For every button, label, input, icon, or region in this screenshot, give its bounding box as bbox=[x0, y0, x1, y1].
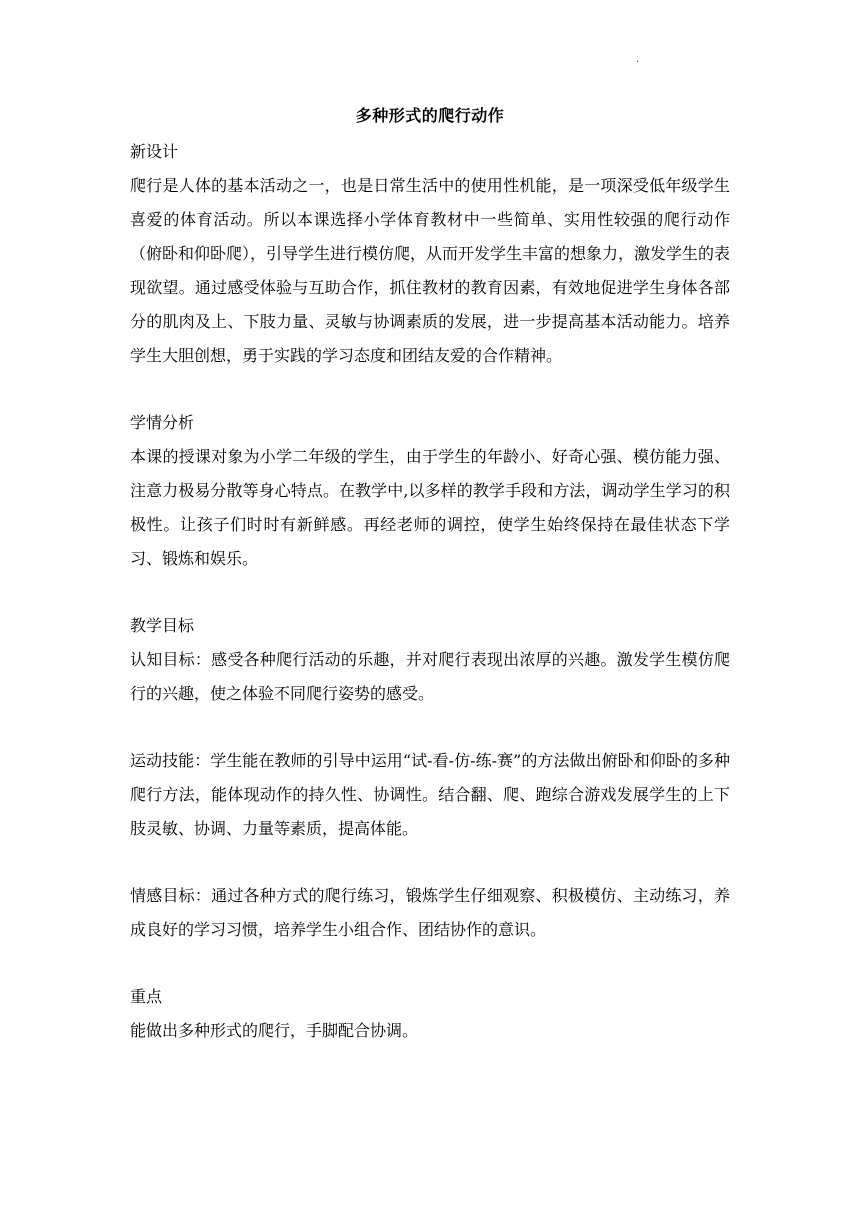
paragraph-affective-goal: 情感目标：通过各种方式的爬行练习，锻炼学生仔细观察、积极模仿、主动练习，养成良好的学习习惯，培养学生小组合作、团结协作的意识。 bbox=[130, 886, 730, 939]
section-heading-analysis: 学情分析 bbox=[130, 413, 195, 432]
spacer bbox=[130, 947, 730, 980]
paragraph-focus: 能做出多种形式的爬行，手脚配合协调。 bbox=[130, 1021, 419, 1040]
section-heading-focus: 重点 bbox=[130, 987, 163, 1006]
paragraph-cognitive-goal: 认知目标：感受各种爬行活动的乐趣，并对爬行表现出浓厚的兴趣。激发学生模仿爬行的兴趣，使之体验不同爬行姿势的感受。 bbox=[130, 650, 730, 703]
spacer bbox=[130, 373, 730, 406]
header-dot: · bbox=[636, 57, 640, 68]
page-title: 多种形式的爬行动作 bbox=[355, 106, 505, 125]
spacer bbox=[130, 846, 730, 879]
spacer bbox=[130, 711, 730, 744]
paragraph-analysis: 本课的授课对象为小学二年级的学生，由于学生的年龄小、好奇心强、模仿能力强、注意力极易分散等身心特点。在教学中,以多样的教学手段和方法，调动学生学习的积极性。让孩子们时时有新鲜感。再经老师的调控，使学生始终保持在最佳状态下学习、锻炼和娱乐。 bbox=[130, 447, 730, 568]
document-body bbox=[130, 135, 730, 1048]
section-heading-design: 新设计 bbox=[130, 142, 179, 161]
paragraph-design: 爬行是人体的基本活动之一，也是日常生活中的使用性机能，是一项深受低年级学生喜爱的体育活动。所以本课选择小学体育教材中一些简单、实用性较强的爬行动作（俯卧和仰卧爬），引导学生进行模仿爬，从而开发学生丰富的想象力，激发学生的表现欲望。通过感受体验与互助合作，抓住教材的教育因素，有效地促进学生身体各部分的肌肉及上、下肢力量、灵敏与协调素质的发展，进一步提高基本活动能力。培养学生大胆创想，勇于实践的学习态度和团结友爱的合作精神。 bbox=[130, 176, 731, 365]
paragraph-motor-goal: 运动技能：学生能在教师的引导中运用“试-看-仿-练-赛”的方法做出俯卧和仰卧的多种爬行方法，能体现动作的持久性、协调性。结合翻、爬、跑综合游戏发展学生的上下肢灵敏、协调、力量等素质，提高体能。 bbox=[130, 751, 730, 838]
section-heading-goals: 教学目标 bbox=[130, 616, 195, 635]
spacer bbox=[130, 576, 730, 609]
